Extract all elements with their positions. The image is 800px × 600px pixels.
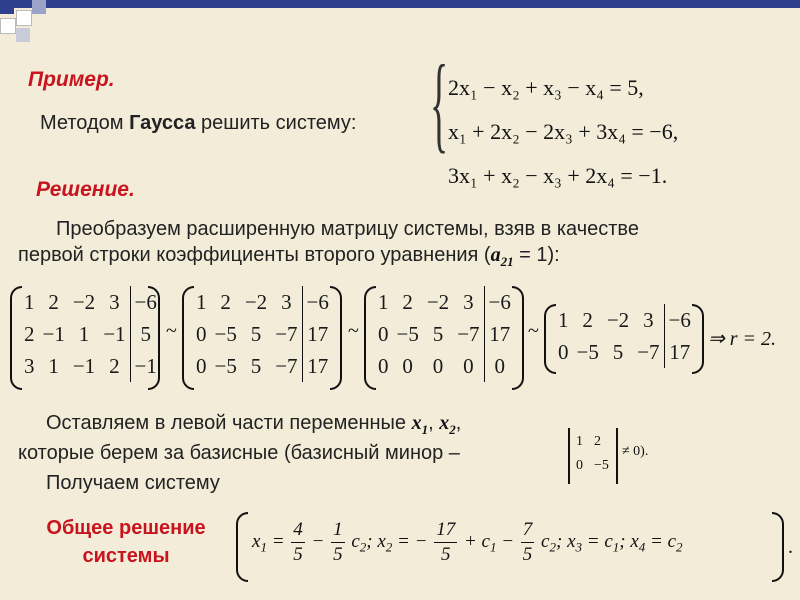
matrix-1: 1 2 −2 3 −6 2 −1 1 −1 5 3 1 −1 2 −1 <box>10 286 160 390</box>
tilde-2: ~ <box>348 320 359 342</box>
corner-ornament <box>0 0 48 48</box>
task-text: Методом Гаусса решить систему: <box>40 112 357 134</box>
paragraph-2-line-3: Получаем систему <box>46 472 220 494</box>
system-brace: { <box>430 44 449 163</box>
matrix-4: 1 2 −2 3 −6 0 −5 5 −7 17 <box>544 304 704 374</box>
tilde-3: ~ <box>528 320 539 342</box>
equation-system <box>448 66 678 198</box>
paragraph-2-line-2: которые берем за базисные (базисный минор – <box>18 442 460 464</box>
equation-3: 3x₁ + x₂ − x₃ + 2x₄ = −1. <box>448 163 668 188</box>
minor-nonzero: ≠ 0). <box>622 444 649 459</box>
minor-right-bar <box>616 428 618 484</box>
minor-left-bar <box>568 428 570 484</box>
equation-1: 2x₁ − x₂ + x₃ − x₄ = 5, <box>448 75 644 100</box>
rank-result: ⇒ r = 2. <box>708 328 777 350</box>
matrix-2: 1 2 −2 3 −6 0 −5 5 −7 17 0 −5 5 −7 17 <box>182 286 342 390</box>
paragraph-1-line-1: Преобразуем расширенную матрицу системы, взяв в качестве <box>56 218 639 240</box>
solution-heading: Решение. <box>36 178 135 201</box>
general-solution: $x_1$ = $\frac{4}{5}$ − $\frac{1}{5}$ $c_2$; $x_2$ = − $\frac{17}{5}$ + $c_1$ − $\frac{7}{5}$ $c_2$; $x_3 = c_1$; $x_4 = c_2$ <box>236 512 784 582</box>
paragraph-1-line-2: первой строки коэффициенты второго уравнения $(a_{21} = 1)$: <box>18 244 560 269</box>
title-bar-stripe <box>0 0 800 8</box>
equation-2: x₁ + 2x₂ − 2x₃ + 3x₄ = −6, <box>448 119 679 144</box>
basis-minor: 1 2 0 −5 <box>576 434 609 473</box>
matrix-3: 1 2 −2 3 −6 0 −5 5 −7 17 0 0 0 0 0 <box>364 286 524 390</box>
formula-period: . <box>788 536 793 558</box>
paragraph-2-line-1: Оставляем в левой части переменные $x_1$, $x_2$, <box>46 412 462 437</box>
general-solution-label: Общее решение системы <box>46 517 206 567</box>
example-heading: Пример. <box>28 68 115 91</box>
tilde-1: ~ <box>166 320 177 342</box>
